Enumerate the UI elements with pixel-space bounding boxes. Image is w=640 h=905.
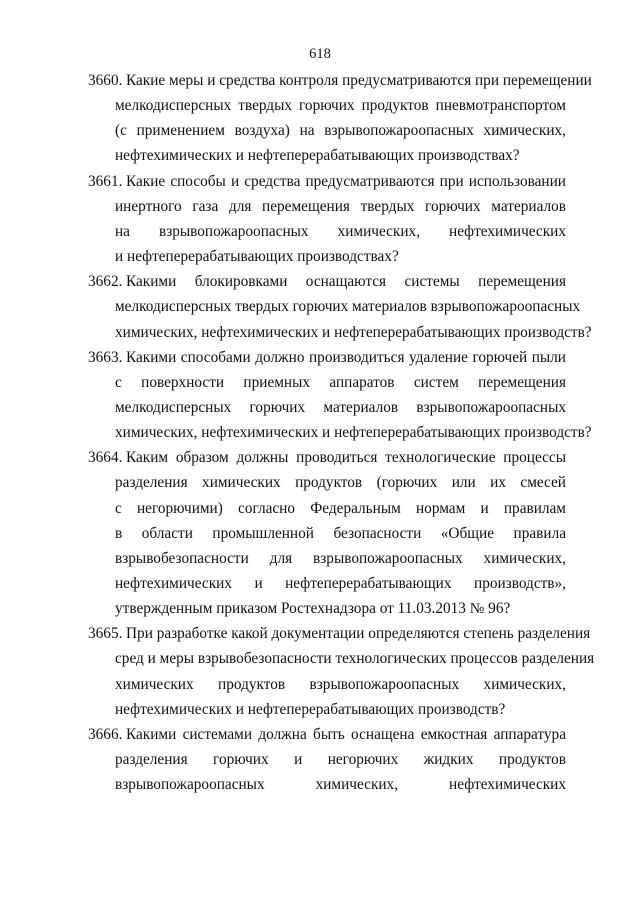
question-text-line: взрывопожароопасных химических, нефтехимических: [115, 776, 566, 794]
question-text-line: на взрывопожароопасных химических, нефтехимических: [115, 222, 566, 240]
question-text-line: мелкодисперсных горючих материалов взрывопожароопасных: [115, 398, 566, 416]
question-number: 3665.: [88, 625, 123, 643]
question-text-line: (с применением воздуха) на взрывопожароопасных химических,: [115, 122, 566, 140]
question-text-line: нефтехимических и нефтеперерабатывающих производствах?: [115, 147, 520, 165]
question-text-line: и нефтеперерабатывающих производствах?: [115, 248, 399, 266]
question-text-line: Какими блокировками оснащаются системы перемещения: [126, 273, 566, 291]
page-number: 618: [309, 46, 331, 62]
question-text-line: взрывобезопасности для взрывопожароопасных химических,: [115, 549, 566, 567]
question-text-line: химических, нефтехимических и нефтеперерабатывающих производств?: [115, 323, 592, 341]
question-text-line: мелкодисперсных твердых горючих продуктов пневмотранспортом: [115, 97, 566, 115]
question-number: 3664.: [88, 449, 123, 467]
question-text-line: Какими системами должна быть оснащена емкостная аппаратура: [126, 725, 566, 743]
question-text-line: с негорючими) согласно Федеральным нормам и правилам: [115, 499, 566, 517]
question-text-line: мелкодисперсных твердых горючих материалов взрывопожароопасных: [115, 298, 581, 316]
question-text-line: в области промышленной безопасности «Общие правила: [115, 524, 566, 542]
question-text-line: разделения химических продуктов (горючих или их смесей: [115, 474, 566, 492]
question-text-line: нефтехимических и нефтеперерабатывающих производств»,: [115, 575, 566, 592]
question-text-line: инертного газа для перемещения твердых горючих материалов: [115, 197, 566, 215]
question-text-line: Какие меры и средства контроля предусматриваются при перемещении: [126, 72, 592, 89]
question-text-line: утвержденным приказом Ростехнадзора от 11.03.2013 № 96?: [115, 600, 511, 618]
question-text-line: Какими способами должно производиться удаление горючей пыли: [126, 348, 566, 366]
question-number: 3660.: [88, 72, 123, 89]
question-text-line: Какие способы и средства предусматриваются при использовании: [126, 172, 566, 190]
question-text-line: разделения горючих и негорючих жидких продуктов: [115, 751, 566, 769]
question-text-line: нефтехимических и нефтеперерабатывающих производств?: [115, 700, 506, 718]
question-number: 3661.: [88, 172, 123, 190]
question-text-line: Каким образом должны проводиться технологические процессы: [126, 449, 566, 467]
question-number: 3666.: [88, 725, 123, 743]
question-text-line: сред и меры взрывобезопасности технологических процессов разделения: [115, 650, 595, 668]
question-text-line: химических продуктов взрывопожароопасных химических,: [115, 675, 566, 693]
question-number: 3662.: [88, 273, 123, 291]
question-text-line: с поверхности приемных аппаратов систем перемещения: [115, 373, 566, 391]
question-text-line: химических, нефтехимических и нефтеперерабатывающих производств?: [115, 424, 592, 442]
question-text-line: При разработке какой документации определяются степень разделения: [126, 625, 591, 643]
question-number: 3663.: [88, 348, 123, 366]
